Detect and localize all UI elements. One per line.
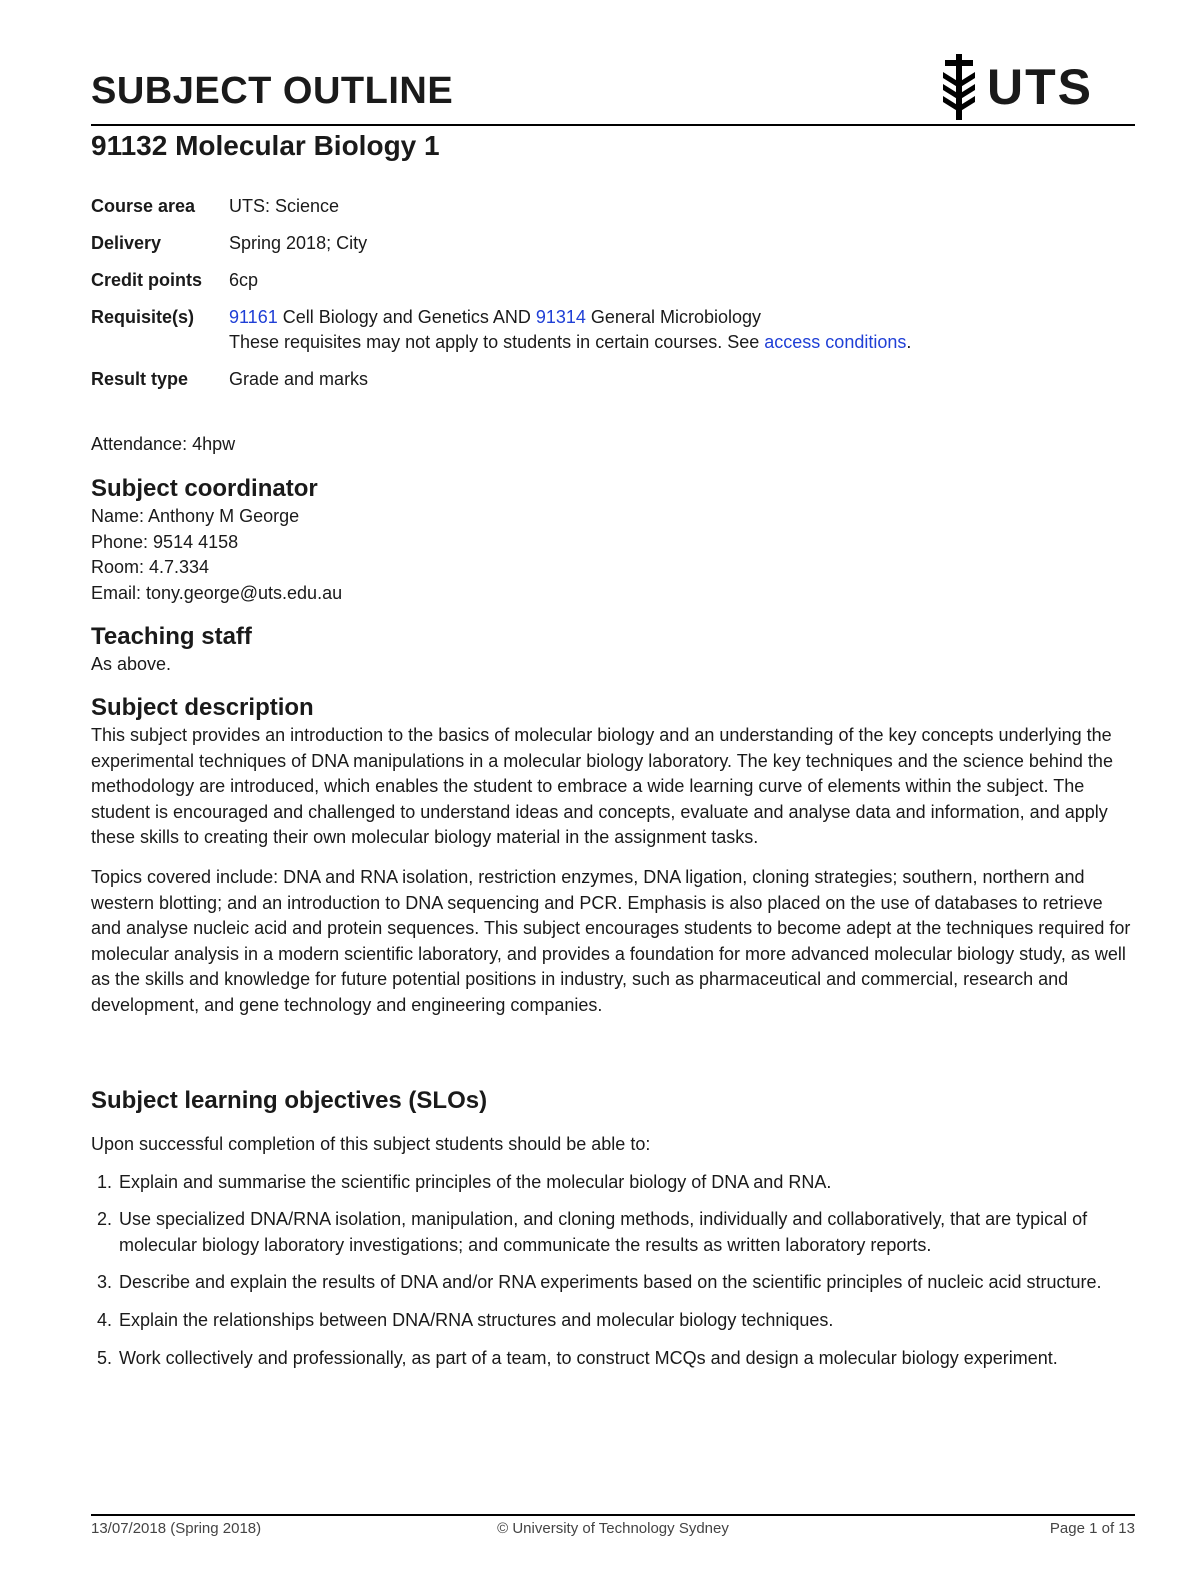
learning-objectives-section xyxy=(91,1086,1135,1383)
list-item-number: 3. xyxy=(97,1272,113,1293)
credit-points-label: Credit points xyxy=(91,270,202,290)
uts-crest-icon xyxy=(939,54,979,120)
learning-objectives-list xyxy=(91,1170,1135,1372)
requisite-text-1: Cell Biology and Genetics AND xyxy=(277,307,536,327)
list-item xyxy=(91,1308,1135,1334)
credit-points-row xyxy=(91,268,991,293)
list-item-text: Describe and explain the results of DNA and/or RNA experiments based on the scientific principles of nucleic acid structure. xyxy=(119,1272,1102,1293)
header-divider xyxy=(91,124,1135,126)
subject-description-section xyxy=(91,693,1135,1019)
list-item-number: 2. xyxy=(97,1209,113,1230)
delivery-label: Delivery xyxy=(91,233,162,253)
subject-coordinator-section xyxy=(91,474,1135,606)
teaching-staff-heading: Teaching staff xyxy=(91,623,252,650)
list-item-text: Work collectively and professionally, as part of a team, to construct MCQs and design a molecular biology experiment. xyxy=(119,1347,1058,1368)
document-page xyxy=(91,0,1135,1590)
access-conditions-link[interactable]: access conditions xyxy=(764,332,907,352)
list-item xyxy=(91,1170,1135,1196)
uts-logo xyxy=(939,54,1093,120)
result-type-row xyxy=(91,367,991,392)
credit-points-value: 6cp xyxy=(229,270,259,290)
subject-description-heading: Subject description xyxy=(91,694,314,721)
document-title: SUBJECT OUTLINE xyxy=(91,70,454,112)
delivery-row xyxy=(91,231,991,256)
list-item-text: Use specialized DNA/RNA isolation, manipulation, and cloning methods, individually and collaboratively, that are typical of molecular biology laboratory investigations; and communicate the results as written laboratory reports. xyxy=(119,1209,1088,1255)
uts-logo-text: UTS xyxy=(987,59,1093,115)
learning-objectives-heading: Subject learning objectives (SLOs) xyxy=(91,1087,488,1114)
description-paragraph-2: Topics covered include: DNA and RNA isolation, restriction enzymes, DNA ligation, cloning strategies; southern, northern and western blotting; and an introduction to DNA sequencing and PCR. Emphasis is also placed on the use of databases to retrieve and analyse nucleic acid and protein sequences. This subject encourages students to become adept at the techniques required for molecular analysis in a modern scientific laboratory, and provides a foundation for more advanced molecular biology study, as well as the skills and knowledge for future potential positions in industry, such as pharmaceutical and commercial, research and development, and gene technology and engineering companies. xyxy=(91,866,1131,1015)
footer-divider xyxy=(91,1514,1135,1516)
teaching-staff-text: As above. xyxy=(91,654,172,674)
list-item-number: 5. xyxy=(97,1347,113,1368)
list-item-text: Explain the relationships between DNA/RNA structures and molecular biology techniques. xyxy=(119,1309,834,1330)
list-item xyxy=(91,1270,1135,1296)
requisites-row xyxy=(91,305,991,355)
requisites-value xyxy=(229,305,991,355)
coordinator-name: Name: Anthony M George xyxy=(91,506,300,526)
footer-date: 13/07/2018 (Spring 2018) xyxy=(91,1520,262,1537)
list-item-text: Explain and summarise the scientific principles of the molecular biology of DNA and RNA. xyxy=(119,1171,832,1192)
delivery-value: Spring 2018; City xyxy=(229,233,368,253)
requisite-note: These requisites may not apply to students in certain courses. See xyxy=(229,332,765,352)
result-type-label: Result type xyxy=(91,369,189,389)
requisite-link-91161[interactable]: 91161 xyxy=(229,307,278,327)
list-item-number: 4. xyxy=(97,1309,113,1330)
coordinator-email: Email: tony.george@uts.edu.au xyxy=(91,582,343,603)
footer-page-number: Page 1 of 13 xyxy=(1049,1520,1135,1537)
requisites-label: Requisite(s) xyxy=(91,307,195,327)
subject-coordinator-heading: Subject coordinator xyxy=(91,475,318,502)
requisite-text-2: General Microbiology xyxy=(585,307,761,327)
coordinator-room: Room: 4.7.334 xyxy=(91,557,210,578)
requisite-note-end: . xyxy=(906,332,912,352)
subject-meta xyxy=(91,194,991,404)
teaching-staff-section xyxy=(91,622,1135,678)
footer-copyright: © University of Technology Sydney xyxy=(497,1520,729,1537)
result-type-value: Grade and marks xyxy=(229,369,369,389)
list-item-number: 1. xyxy=(97,1171,113,1192)
coordinator-phone: Phone: 9514 4158 xyxy=(91,531,239,552)
list-item xyxy=(91,1346,1135,1372)
attendance-text: Attendance: 4hpw xyxy=(91,434,236,454)
course-area-value: UTS: Science xyxy=(229,196,340,216)
course-area-row xyxy=(91,194,991,219)
description-paragraph-1: This subject provides an introduction to the basics of molecular biology and an understanding of the key concepts underlying the experimental techniques of DNA manipulations in a molecular biology laboratory. The key techniques and the science behind the methodology are introduced, which enables the student to embrace a wide learning curve of elements within the subject. The student is encouraged and challenged to understand ideas and concepts, evaluate and analyse data and information, and apply these skills to creating their own molecular biology material in the assignment tasks. xyxy=(91,725,1113,848)
list-item xyxy=(91,1207,1135,1258)
course-area-label: Course area xyxy=(91,196,196,216)
learning-objectives-intro: Upon successful completion of this subject students should be able to: xyxy=(91,1134,651,1154)
subject-title: 91132 Molecular Biology 1 xyxy=(91,130,440,161)
requisite-link-91314[interactable]: 91314 xyxy=(535,307,586,327)
